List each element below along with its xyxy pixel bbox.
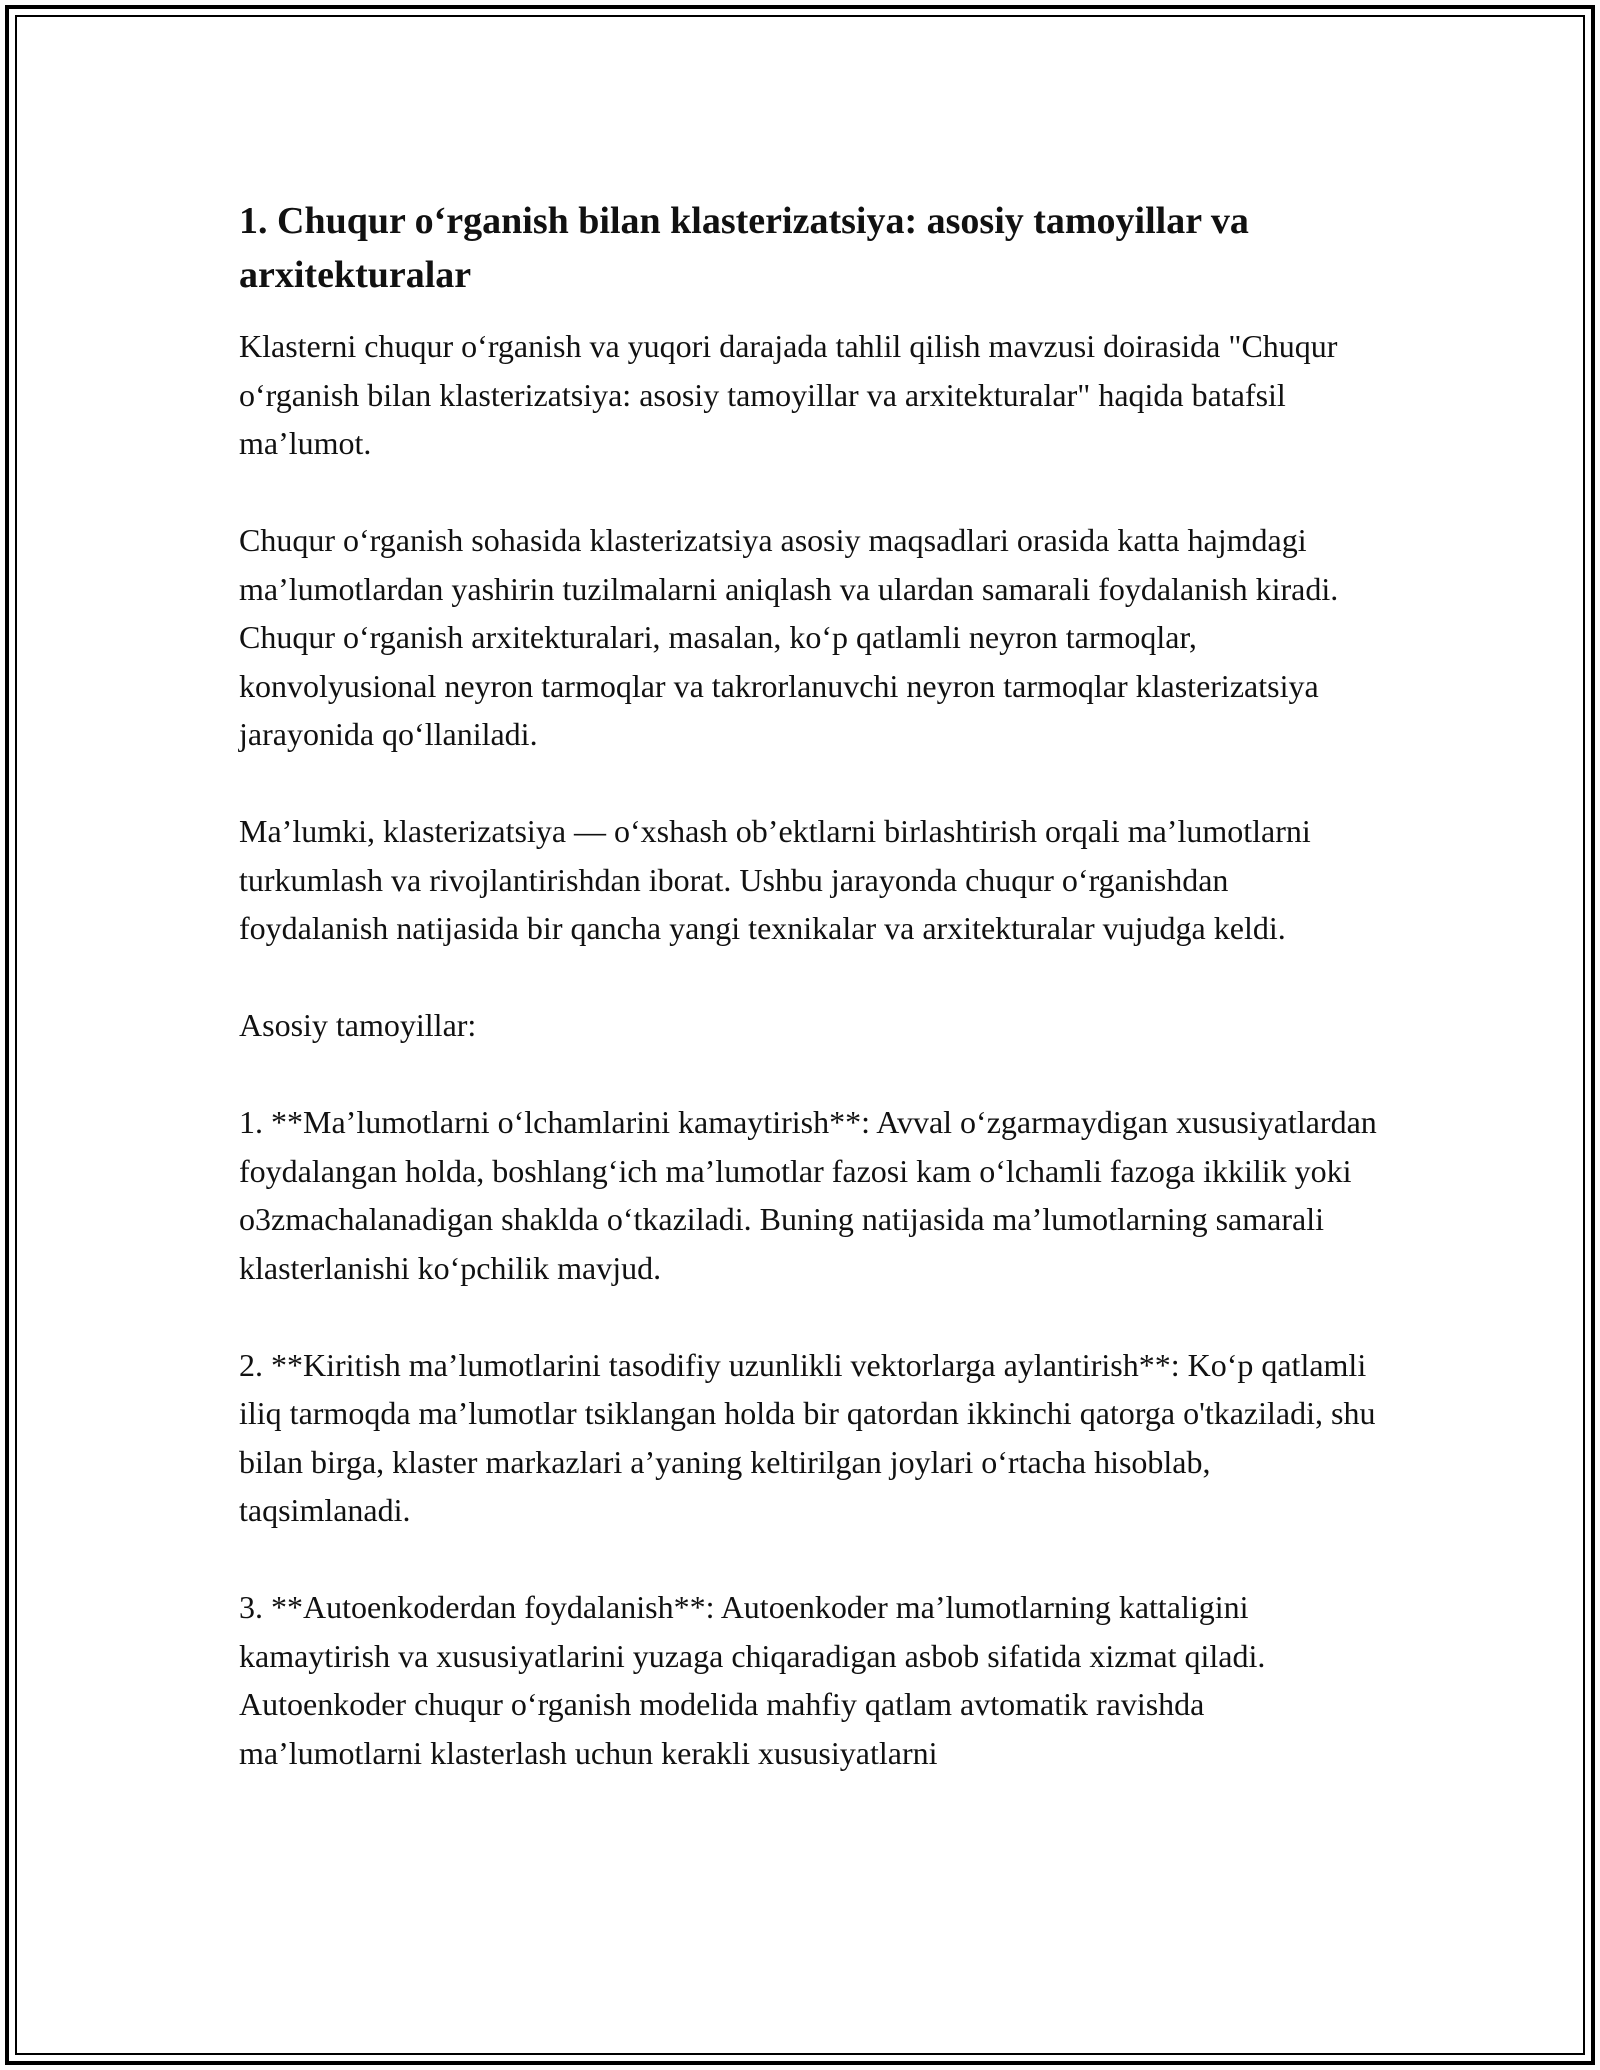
page-frame bbox=[5, 5, 1595, 2065]
section-heading: 1. Chuqur o‘rganish bilan klasterizatsiya: asosiy tamoyillar va arxitekturalar bbox=[239, 200, 1249, 296]
paragraph-principles-label: Asosiy tamoyillar: bbox=[239, 1007, 477, 1043]
list-item-3: 3. **Autoenkoderdan foydalanish**: Autoenkoder ma’lumotlarning kattaligini kamaytirish va xususiyatlarini yuzaga chiqaradigan asbob sifatida xizmat qiladi. Autoenkoder chuqur o‘rganish modelida mahfiy qatlam avtomatik ravishda ma’lumotlarni klasterlash uchun kerakli xususiyatlarni bbox=[239, 1589, 1266, 1771]
paragraph-intro: Klasterni chuqur o‘rganish va yuqori darajada tahlil qilish mavzusi doirasida "Chuqur o‘rganish bilan klasterizatsiya: asosiy tamoyillar va arxitekturalar" haqida batafsil ma’lumot. bbox=[239, 328, 1338, 461]
paragraph-definition: Ma’lumki, klasterizatsiya — o‘xshash ob’ektlarni birlashtirish orqali ma’lumotlarni turkumlash va rivojlantirishdan iborat. Ushbu jarayonda chuqur o‘rganishdan foydalanish natijasida bir qancha yangi texnikalar va arxitekturalar vujudga keldi. bbox=[239, 813, 1311, 946]
list-item-2: 2. **Kiritish ma’lumotlarini tasodifiy uzunlikli vektorlarga aylantirish**: Ko‘p qatlamli iliq tarmoqda ma’lumotlar tsiklangan holda bir qatordan ikkinchi qatorga o'tkaziladi, shu bilan birga, klaster markazlari a’yaning keltirilgan joylari o‘rtacha hisoblab, taqsimlanadi. bbox=[239, 1346, 1376, 1528]
paragraph-goals: Chuqur o‘rganish sohasida klasterizatsiya asosiy maqsadlari orasida katta hajmdagi ma’lumotlardan yashirin tuzilmalarni aniqlash va ulardan samarali foydalanish kiradi. Chuqur o‘rganish arxitekturalari, masalan, ko‘p qatlamli neyron tarmoqlar, konvolyusional neyron tarmoqlar va takrorlanuvchi neyron tarmoqlar klasterizatsiya jarayonida qo‘llaniladi. bbox=[239, 522, 1339, 752]
document-content bbox=[239, 194, 1379, 1826]
list-item-1: 1. **Ma’lumotlarni o‘lchamlarini kamaytirish**: Avval o‘zgarmaydigan xususiyatlardan foydalangan holda, boshlang‘ich ma’lumotlar fazosi kam o‘lchamli fazoga ikkilik yoki o3zmachalanadigan shaklda o‘tkaziladi. Buning natijasida ma’lumotlarning samarali klasterlanishi ko‘pchilik mavjud. bbox=[239, 1104, 1377, 1286]
